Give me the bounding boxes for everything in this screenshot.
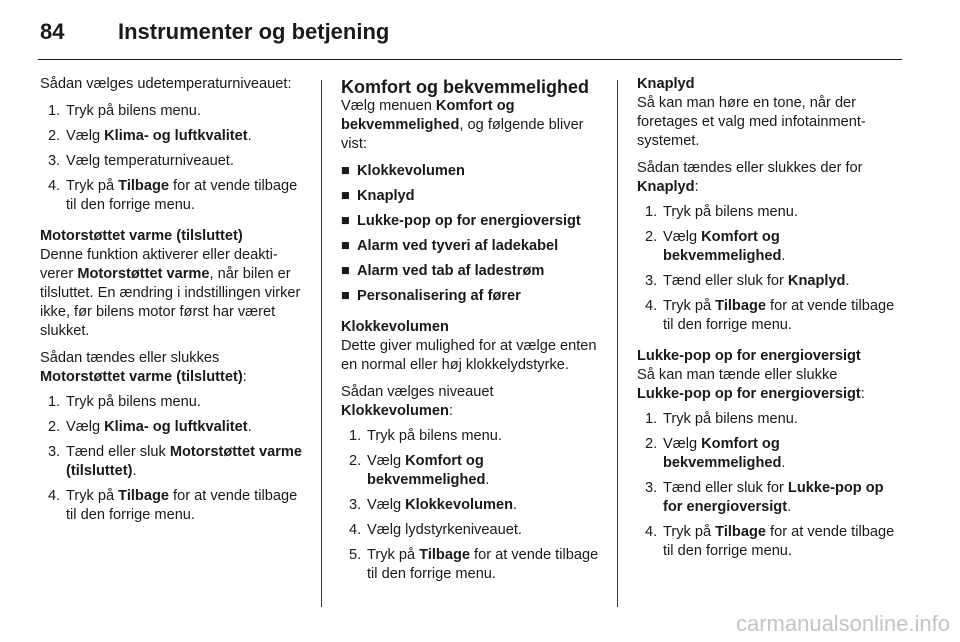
text-run: . [247, 128, 252, 144]
text-run: Tryk på [66, 488, 119, 504]
step-number: 4. [645, 524, 658, 540]
page-title: Instrumenter og betjening [118, 19, 390, 44]
list-item [40, 102, 304, 121]
section-title: Komfort og bekvemmelighed [341, 77, 590, 97]
text-run: : [694, 179, 699, 195]
bullet-square-icon: ■ [341, 188, 350, 204]
text-run: . [781, 455, 786, 471]
list-item [637, 203, 903, 222]
bold-term: Klima- og luftkvalitet [104, 419, 248, 435]
bullet-square-icon: ■ [341, 163, 350, 179]
list-item [40, 152, 304, 171]
section-heading: Lukke-pop op for energioversigt [637, 348, 861, 364]
bullet-label: Personalisering af fører [357, 288, 521, 304]
bold-term: Motorstøttet varme (tilsluttet) [40, 369, 243, 385]
bold-term: Knaplyd [637, 179, 695, 195]
bold-term: Motorstøttet varme [77, 266, 210, 282]
bold-term: Klima- og luftkvalitet [104, 128, 248, 144]
steps-list [40, 102, 304, 215]
paragraph [637, 159, 903, 197]
text-run: Denne funktion aktiverer eller deaktiverer [40, 247, 278, 282]
bullet-item [341, 162, 605, 181]
step-number: 3. [48, 444, 61, 460]
step-number: 5. [349, 547, 362, 563]
text-run: for at vende tilbage til den forrige menu. [66, 488, 298, 523]
text-run: for at vende tilbage til den forrige menu. [367, 547, 599, 582]
list-item [341, 521, 605, 540]
text-run: : [242, 369, 247, 385]
text-run: Vælg [66, 128, 105, 144]
text-run: for at vende tilbage til den forrige menu. [663, 298, 895, 333]
bullet-square-icon: ■ [341, 263, 350, 279]
text-run: Tryk på [66, 178, 119, 194]
paragraph: Så kan man høre en tone, når der foretages et valg med infotainmentsystemet. [637, 95, 866, 149]
list-item [40, 127, 304, 146]
bullet-square-icon: ■ [341, 238, 350, 254]
list-item [637, 297, 903, 335]
bullet-label: Klokkevolumen [357, 163, 465, 179]
section-heading: Motorstøttet varme (tilsluttet) [40, 228, 243, 244]
list-item [341, 496, 605, 515]
list-item [341, 452, 605, 490]
bold-term: Tilbage [715, 298, 766, 314]
bold-term: Komfort og bekvemmelighed [663, 229, 782, 264]
step-number: 1. [48, 103, 61, 119]
text-run: Sådan tændes eller slukkes der for [637, 160, 863, 176]
text-run: Tryk på bilens menu. [66, 103, 201, 119]
text-run: Tænd eller sluk [66, 444, 170, 460]
paragraph [341, 383, 605, 421]
text-run: , når bilen er tilsluttet. En ændring i indstillingen virker ikke, før bilens motor først har været slukket. [40, 266, 301, 339]
bullet-item [341, 212, 605, 231]
text-run: . [247, 419, 252, 435]
bullet-label: Knaplyd [357, 188, 415, 204]
text-run: . [845, 273, 850, 289]
column-3 [637, 75, 903, 573]
step-number: 4. [645, 298, 658, 314]
step-number: 2. [645, 229, 658, 245]
text-run: , og følgende bliver vist: [341, 117, 584, 152]
list-item [637, 479, 903, 517]
page-number: 84 [40, 19, 65, 44]
column-1 [40, 75, 304, 537]
list-item [637, 410, 903, 429]
text-run: Tænd eller sluk for [663, 273, 788, 289]
step-number: 2. [48, 128, 61, 144]
step-number: 4. [48, 178, 61, 194]
bold-term: Komfort og bekvemmelighed [341, 98, 515, 133]
text-run: Tænd eller sluk for [663, 480, 788, 496]
text-run: Vælg temperaturniveauet. [66, 153, 234, 169]
step-number: 1. [48, 394, 61, 410]
text-run: . [513, 497, 518, 513]
bold-term: Tilbage [118, 488, 169, 504]
text-run: Vælg [367, 453, 406, 469]
bold-term: Lukke-pop op for energioversigt [663, 480, 884, 515]
step-number: 3. [48, 153, 61, 169]
bullet-label: Lukke-pop op for energioversigt [357, 213, 581, 229]
text-run: : [448, 403, 453, 419]
text-run: for at vende tilbage til den forrige menu. [663, 524, 895, 559]
text-run: Vælg [367, 497, 406, 513]
text-run: Vælg lydstyrkeniveauet. [367, 522, 522, 538]
text-run: Tryk på bilens menu. [663, 204, 798, 220]
paragraph [40, 246, 304, 341]
column-2 [341, 75, 605, 596]
bold-term: Tilbage [715, 524, 766, 540]
step-number: 1. [645, 204, 658, 220]
paragraph: Sådan vælges udetemperaturniveauet: [40, 76, 292, 92]
text-run: Tryk på [663, 524, 716, 540]
text-run: Tryk på bilens menu. [663, 411, 798, 427]
text-run: . [485, 472, 490, 488]
list-item [637, 435, 903, 473]
bullet-item [341, 287, 605, 306]
watermark: carmanualsonline.info [735, 611, 950, 636]
bullet-label: Alarm ved tyveri af ladekabel [357, 238, 559, 254]
steps-list [637, 410, 903, 561]
bullet-label: Alarm ved tab af ladestrøm [357, 263, 545, 279]
list-item [40, 418, 304, 437]
text-run: Tryk på bilens menu. [367, 428, 502, 444]
section-heading: Knaplyd [637, 76, 695, 92]
text-run: Vælg [663, 436, 702, 452]
list-item [40, 443, 304, 481]
bullet-item [341, 237, 605, 256]
step-number: 1. [645, 411, 658, 427]
paragraph [637, 366, 903, 404]
text-run: Sådan vælges niveauet [341, 384, 494, 400]
text-run: . [132, 463, 137, 479]
list-item [637, 523, 903, 561]
list-item [40, 177, 304, 215]
bullet-item [341, 187, 605, 206]
text-run: Vælg [663, 229, 702, 245]
step-number: 1. [349, 428, 362, 444]
text-run: Tryk på [663, 298, 716, 314]
text-run: Tryk på bilens menu. [66, 394, 201, 410]
text-run: for at vende tilbage til den forrige menu. [66, 178, 298, 213]
bold-term: Lukke-pop op for energioversigt [637, 386, 861, 402]
bold-term: Motorstøttet varme (tilsluttet) [66, 444, 302, 479]
list-item [40, 487, 304, 525]
text-run: Så kan man tænde eller slukke [637, 367, 838, 383]
text-run: : [860, 386, 865, 402]
step-number: 2. [48, 419, 61, 435]
text-run: Vælg menuen [341, 98, 436, 114]
bold-term: Tilbage [419, 547, 470, 563]
header-rule [38, 59, 902, 60]
bullet-list [341, 162, 605, 306]
bullet-square-icon: ■ [341, 288, 350, 304]
bold-term: Klokkevolumen [405, 497, 513, 513]
list-item [637, 228, 903, 266]
step-number: 2. [645, 436, 658, 452]
list-item [637, 272, 903, 291]
section-heading: Klokkevolumen [341, 319, 449, 335]
text-run: Sådan tændes eller slukkes [40, 350, 220, 366]
list-item [40, 393, 304, 412]
paragraph: Dette giver mulighed for at vælge enten en normal eller høj klokkelydstyrke. [341, 338, 597, 373]
bullet-square-icon: ■ [341, 213, 350, 229]
text-run: . [787, 499, 792, 515]
list-item [341, 546, 605, 584]
step-number: 3. [645, 273, 658, 289]
step-number: 3. [349, 497, 362, 513]
text-run: . [781, 248, 786, 264]
page-header [38, 16, 922, 56]
steps-list [637, 203, 903, 335]
bullet-item [341, 262, 605, 281]
bold-term: Knaplyd [787, 273, 846, 289]
bold-term: Komfort og bekvemmelighed [367, 453, 486, 488]
text-run: Tryk på [367, 547, 420, 563]
column-divider [321, 80, 322, 607]
bold-term: Klokkevolumen [341, 403, 449, 419]
step-number: 4. [349, 522, 362, 538]
step-number: 2. [349, 453, 362, 469]
step-number: 4. [48, 488, 61, 504]
bold-term: Tilbage [118, 178, 169, 194]
column-divider [617, 80, 618, 607]
step-number: 3. [645, 480, 658, 496]
paragraph [40, 349, 304, 387]
paragraph [341, 97, 605, 154]
bold-term: Komfort og bekvemmelighed [663, 436, 782, 471]
steps-list [40, 393, 304, 525]
list-item [341, 427, 605, 446]
steps-list [341, 427, 605, 584]
text-run: Vælg [66, 419, 105, 435]
